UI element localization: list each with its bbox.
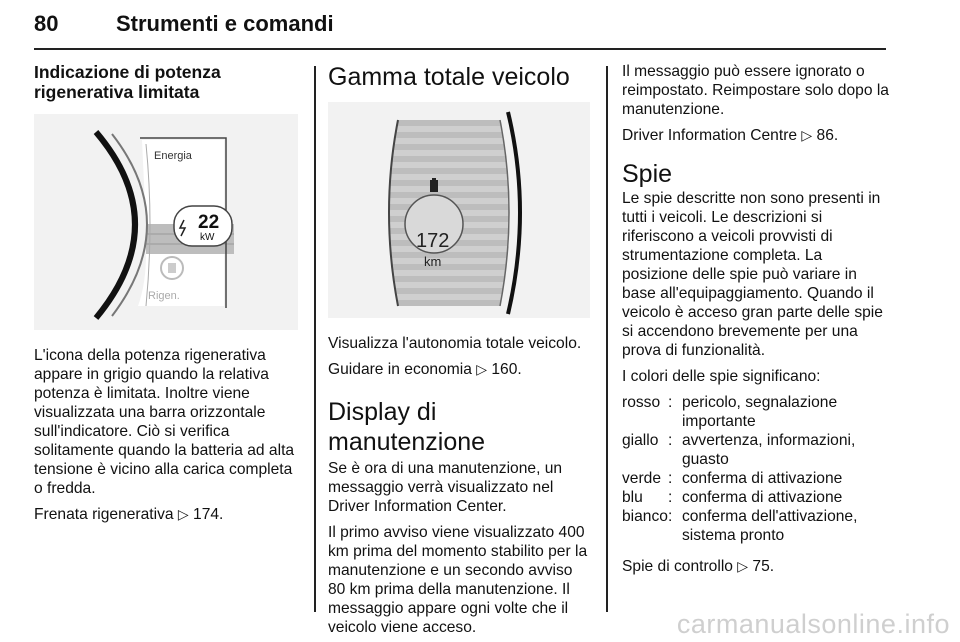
color-key: blu [622,489,643,506]
paragraph: Se è ora di una manutenzione, un messaggio verrà visualizzato nel Driver Information Center. [328,460,563,515]
xref-page: 86. [816,127,839,144]
color-key: bianco [622,508,668,525]
watermark: carmanualsonline.info [676,609,950,639]
paragraph: I colori delle spie significano: [622,368,821,385]
table-row [622,469,890,488]
column-3 [622,62,890,576]
cross-reference [622,126,890,145]
header-rule [34,48,886,50]
table-row [622,488,890,507]
color-desc: conferma dell'attivazione, sistema pronto [681,508,858,544]
figure-label-energy: Energia [154,150,192,162]
separator: : [667,394,673,411]
color-legend-table [622,393,890,545]
paragraph: L'icona della potenza rigenerativa appare in grigio quando la relativa potenza è limitata. Inoltre viene visualizzata una barra orizzontale sull'indicatore. Ciò si verifica solitamente quando la batteria ad alta tensione è vicino alla carica completa o fredda. [34,347,295,497]
section-heading: Gamma totale veicolo [328,63,570,91]
paragraph: Il primo avviso viene visualizzato 400 km prima del momento stabilito per la manutenzione e un secondo avviso 80 km prima della manutenzione. Il messaggio appare ogni volte che il veicolo viene acceso. [328,524,588,636]
paragraph: Il messaggio può essere ignorato o reimpostato. Reimpostare solo dopo la manutenzione. [622,63,889,118]
xref-text: Frenata rigenerativa [34,506,178,523]
separator: : [667,470,673,487]
xref-text: Driver Information Centre [622,127,802,144]
color-key: giallo [622,432,659,449]
column-2 [328,62,590,637]
color-desc: conferma di attivazione [681,489,843,506]
xref-page: 75. [752,558,775,575]
column-divider [606,66,608,612]
column-1 [34,62,298,524]
triangle-pointer-icon: ▷ [177,506,189,522]
xref-page: 160. [491,361,522,378]
xref-text: Guidare in economia [328,361,477,378]
figure-power-value: 22 [198,212,220,233]
color-desc: conferma di attivazione [681,470,843,487]
table-row [622,393,890,431]
triangle-pointer-icon: ▷ [476,361,488,377]
figure-label-regen: Rigen. [148,290,180,302]
separator: : [667,432,673,449]
range-value: 172 [416,230,450,252]
separator: : [667,508,673,525]
vehicle-range-figure [328,102,590,318]
cross-reference [34,505,298,524]
triangle-pointer-icon: ▷ [801,127,813,143]
page-number: 80 [34,11,59,36]
color-desc: pericolo, segnalazione importante [681,394,838,430]
xref-text: Spie di controllo [622,558,738,575]
figure-power-unit: kW [200,232,215,243]
paragraph: Le spie descritte non sono presenti in tutti i veicoli. Le descrizioni si riferiscono a veicoli provvisti di strumentazione completa. La posizione delle spie può variare in base all'equipaggiamento. Quando il veicolo è acceso gran parte delle spie si accendono brevemente per una prova di funzionalità. [622,190,883,359]
paragraph: Visualizza l'autonomia totale veicolo. [328,335,582,352]
cross-reference [622,557,890,576]
cross-reference [328,360,590,379]
xref-page: 174. [193,506,224,523]
column-divider [314,66,316,612]
table-row [622,431,890,469]
color-desc: avvertenza, informazioni, guasto [681,432,856,468]
triangle-pointer-icon: ▷ [737,558,749,574]
range-unit: km [424,254,442,269]
page-header [34,4,886,48]
color-key: rosso [622,394,661,411]
section-heading: Spie [622,160,673,188]
table-row [622,507,890,545]
color-key: verde [622,470,662,487]
chapter-title: Strumenti e comandi [116,11,334,36]
section-heading: Indicazione di potenza rigenerativa limitata [34,62,221,102]
separator: : [667,489,673,506]
section-heading: Display di manutenzione [328,398,486,456]
